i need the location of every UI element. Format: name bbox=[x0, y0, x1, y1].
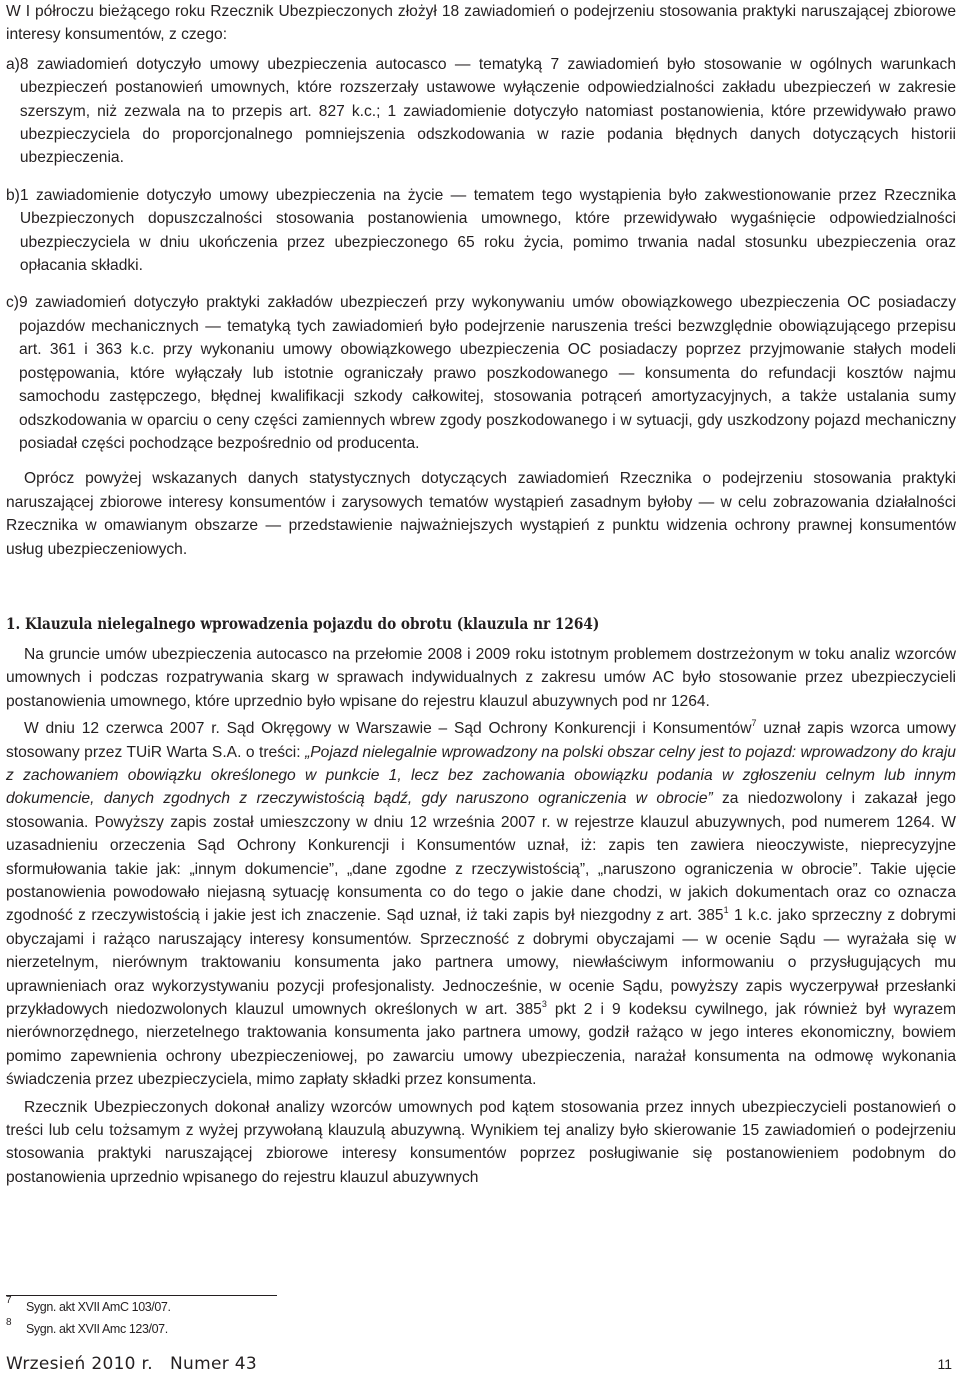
footnote-number: 8 bbox=[6, 1317, 12, 1328]
article-superscript: 1 bbox=[723, 905, 729, 916]
list-item-marker: c) bbox=[6, 294, 19, 312]
body-paragraph-ruling bbox=[6, 717, 956, 1092]
footnotes bbox=[6, 1295, 956, 1340]
intro-paragraph: W I półroczu bieżącego roku Rzecznik Ubezpieczonych złożył 18 zawiadomień o podejrzeniu stosowania praktyki naruszającej zbiorowe interesy konsumentów, z czego: bbox=[6, 3, 956, 44]
issue-label: Wrzesień 2010 r. Numer 43 bbox=[6, 1354, 257, 1374]
list-item-b bbox=[6, 184, 956, 278]
list-item-c bbox=[6, 291, 956, 455]
list-item-marker: a) bbox=[6, 55, 20, 73]
footnote-ref: 7 bbox=[751, 718, 757, 729]
text-run: 1 k.c. jako sprzeczny z dobrymi obyczajami i rażąco naruszający interesy konsumentów. Sprzeczność z dobrymi obyczajami — w ocenie Sądu — wyrażała się w nierzetelnym, nierównym traktowaniu konsumenta jako partnera umowy, niewłaściwym informowaniu o przysługujących mu uprawnieniach oraz wykorzystywaniu pozycji profesjonalisty. Jednocześnie, w ocenie Sądu, powyższy zapis wyczerpywał przesłanki przykładowych niedozwolonych klauzul umownych określonych w art. 385 bbox=[6, 907, 956, 1019]
list-item-marker: b) bbox=[6, 186, 20, 204]
footnote-text: Sygn. akt XVII AmC 103/07. bbox=[26, 1300, 171, 1314]
list-item-text: 9 zawiadomień dotyczyło praktyki zakładów ubezpieczeń przy wykonywaniu umów obowiązkowego ubezpieczenia OC posiadaczy pojazdów mechanicznych — tematyką tych zawiadomień było podejrzenie naruszenia treści bezwzględnie obowiązującego przepisu art. 361 i 363 k.c. przy wykonaniu umowy obowiązkowego ubezpieczenia OC posiadaczy poprzez przyjmowanie stałych modeli postępowania, które wyłączały lub istotnie ograniczały prawo poszkodowanego — konsumenta do refundacji kosztów najmu samochodu zastępczego, błędnej kwalifikacji szkody całkowitej, stosowania potrąceń amortyzacyjnych, a także ustalania sumy odszkodowania w oparciu o ceny części zamiennych wbrew zgody poszkodowanego i w sytuacji, gdy uszkodzony pojazd mechaniczny posiadał części pochodzące bezpośrednio od producenta. bbox=[19, 294, 956, 452]
footnote bbox=[6, 1318, 956, 1340]
text-run: za niedozwolony i zakazał jego stosowania. Powyższy zapis został umieszczony w dniu 12 września 2007 r. w rejestrze klauzul abuzywnych, pod numerem 1264. W uzasadnieniu orzeczenia Sąd Ochrony Konkurencji i Konsumentów uznał, iż: zapis ten zawiera nieoczywiste, nieprecyzyjne sformułowania takie jak: „innym dokumencie”, „dane zgodne z rzeczywistością”, „naruszono ograniczenia w obrocie”. Takie ujęcie postanowienia powodowało niejasną sytuację konsumenta co do tego o jakie dane chodzi, w jakich dokumentach oraz co oznacza zgodność z rzeczywistością i jakie jest ich znaczenie. Sąd uznał, iż taki zapis był niezgodny z art. 385 bbox=[6, 790, 956, 925]
article-superscript: 3 bbox=[541, 999, 547, 1010]
list-item-a bbox=[6, 53, 956, 170]
body-paragraph: Na gruncie umów ubezpieczenia autocasco na przełomie 2008 i 2009 roku istotnym problemem dostrzeżonym w toku analiz wzorców umownych i podczas rozpatrywania skarg w sprawach indywidualnych z zakresu umów AC było stosowanie przez ubezpieczycieli postanowienia umownego, które uprzednio było wpisane do rejestru klauzul abuzywnych pod nr 1264. bbox=[6, 645, 956, 710]
text-run: pkt 2 i 9 kodeksu cywilnego, jak również był wyrazem nierównorzędnego, nierzetelnego traktowania konsumenta jako partnera umowy, godził rażąco w jego interes ekonomiczny, bowiem pomimo zapewnienia ochrony ubezpieczeniowej, po zawarciu umowy ubezpieczenia, narażał konsumenta na odmowę wykonania świadczenia przez ubezpieczyciela, mimo zapłaty składki przez konsumenta. bbox=[6, 1001, 956, 1089]
text-run: uznał zapis wzorca umowy stosowany przez TUiR Warta S.A. o treści: bbox=[6, 720, 956, 761]
list-item-text: 1 zawiadomienie dotyczyło umowy ubezpieczenia na życie — tematem tego wystąpienia było zakwestionowanie przez Rzecznika Ubezpieczonych dopuszczalności stosowania postanowienia umownego, które przewidywało wygaśnięcie odpowiedzialności ubezpieczyciela w dniu ukończenia przez ubezpieczonego 65 roku życia, pomimo trwania nadal stosunku ubezpieczenia oraz opłacania składki. bbox=[19, 186, 956, 275]
summary-paragraph: Oprócz powyżej wskazanych danych statystycznych dotyczących zawiadomień Rzecznika o podejrzeniu stosowania praktyki naruszającej zbiorowe interesy konsumentów i zarysowych tematów wystąpień zasadnym byłoby — w celu zobrazowania działalności Rzecznika w omawianym obszarze — przedstawienie najważniejszych wystąpień z punktu widzenia ochrony prawnej konsumentów usług ubezpieczeniowych. bbox=[6, 470, 956, 558]
quoted-clause: „Pojazd nielegalnie wprowadzony na polski obszar celny jest to pojazd: wprowadzony do kraju z zachowaniem obowiązku określonego w punkcie 1, lecz bez zachowania obowiązku podania w zgłoszeniu celnym lub innym dokumencie, danych zgodnych z rzeczywistością bądź, gdy naruszono ograniczenia w obrocie” bbox=[6, 743, 956, 808]
footnote-number: 7 bbox=[6, 1295, 12, 1306]
document-page bbox=[6, 0, 956, 1374]
text-run: W dniu 12 czerwca 2007 r. Sąd Okręgowy w Warszawie – Sąd Ochrony Konkurencji i Konsumentów bbox=[24, 720, 752, 738]
page-footer bbox=[6, 1354, 956, 1378]
page-number: 11 bbox=[937, 1356, 952, 1372]
body-paragraph: Rzecznik Ubezpieczonych dokonał analizy wzorców umownych pod kątem stosowania przez innych ubezpieczycieli postanowień o treści lub celu tożsamym z wyżej przywołaną klauzulą abuzywną. Wynikiem tej analizy było skierowanie 15 zawiadomień o podejrzeniu stosowania praktyki naruszającej zbiorowe interesy konsumentów poprzez posługiwanie się postanowieniem podobnym do postanowienia uprzednio wpisanego do rejestru klauzul abuzywnych bbox=[6, 1098, 956, 1186]
footnote-text: Sygn. akt XVII Amc 123/07. bbox=[26, 1322, 168, 1336]
section-heading: 1. Klauzula nielegalnego wprowadzenia pojazdu do obrotu (klauzula nr 1264) bbox=[6, 613, 600, 633]
list-item-text: 8 zawiadomień dotyczyło umowy ubezpieczenia autocasco — tematyką 7 zawiadomień było stosowanie w ogólnych warunkach ubezpieczeń postanowień umownych, które rozszerzały ustawowe wyłączenie odpowiedzialności zakładu ubezpieczeń w zakresie szerszym, niż zezwala na to przepis art. 827 k.c.; 1 zawiadomienie dotyczyło natomiast postanowienia, które przewidywało prawo ubezpieczyciela do proporcjonalnego pomniejszenia odszkodowania w razie podania błędnych danych dotyczących historii ubezpieczenia. bbox=[19, 55, 956, 167]
footnote bbox=[6, 1296, 956, 1318]
